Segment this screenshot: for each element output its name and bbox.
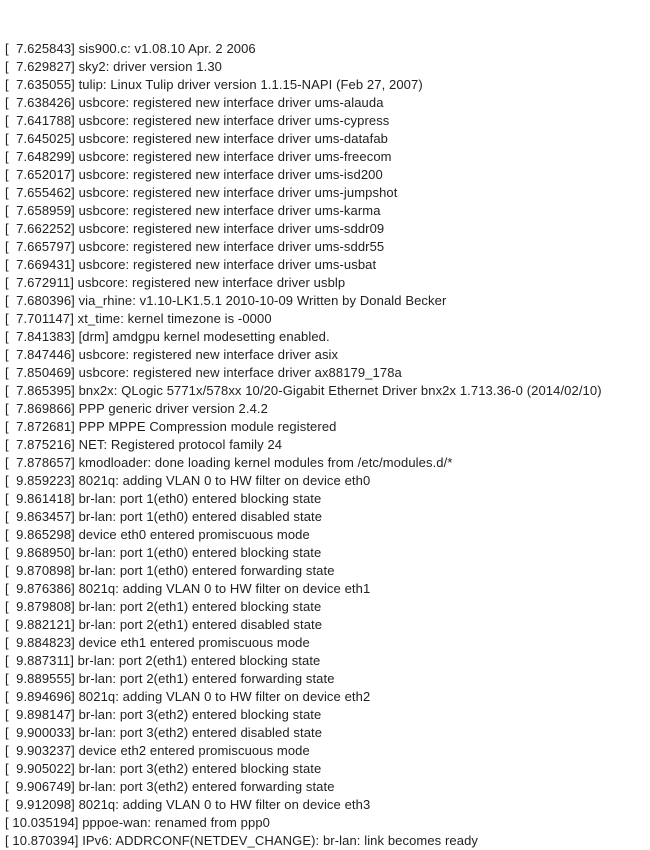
log-line: [ 9.887311] br-lan: port 2(eth1) entered blocking state bbox=[5, 653, 321, 668]
log-line: [ 7.665797] usbcore: registered new interface driver ums-sddr55 bbox=[5, 239, 385, 254]
log-line: [ 7.872681] PPP MPPE Compression module registered bbox=[5, 419, 337, 434]
log-line: [ 7.850469] usbcore: registered new interface driver ax88179_178a bbox=[5, 365, 402, 380]
log-line: [ 7.672911] usbcore: registered new interface driver usblp bbox=[5, 275, 346, 290]
log-line: [ 7.625843] sis900.c: v1.08.10 Apr. 2 2006 bbox=[5, 41, 256, 56]
log-line: [ 10.035194] pppoe-wan: renamed from ppp0 bbox=[5, 815, 271, 830]
log-line: [ 7.875216] NET: Registered protocol family 24 bbox=[5, 437, 283, 452]
log-line: [ 7.701147] xt_time: kernel timezone is -0000 bbox=[5, 311, 272, 326]
log-line: [ 9.870898] br-lan: port 1(eth0) entered forwarding state bbox=[5, 563, 335, 578]
log-line: [ 7.638426] usbcore: registered new interface driver ums-alauda bbox=[5, 95, 384, 110]
log-line: [ 7.878657] kmodloader: done loading kernel modules from /etc/modules.d/* bbox=[5, 455, 453, 470]
log-line: [ 9.889555] br-lan: port 2(eth1) entered forwarding state bbox=[5, 671, 335, 686]
log-line: [ 7.841383] [drm] amdgpu kernel modesetting enabled. bbox=[5, 329, 330, 344]
log-line: [ 7.652017] usbcore: registered new interface driver ums-isd200 bbox=[5, 167, 383, 182]
log-line: [ 9.859223] 8021q: adding VLAN 0 to HW filter on device eth0 bbox=[5, 473, 371, 488]
log-line: [ 9.894696] 8021q: adding VLAN 0 to HW filter on device eth2 bbox=[5, 689, 371, 704]
kernel-boot-log bbox=[5, 0, 602, 850]
log-line: [ 10.870394] IPv6: ADDRCONF(NETDEV_CHANGE): br-lan: link becomes ready bbox=[5, 833, 478, 848]
log-line: [ 7.648299] usbcore: registered new interface driver ums-freecom bbox=[5, 149, 392, 164]
log-line: [ 9.882121] br-lan: port 2(eth1) entered disabled state bbox=[5, 617, 323, 632]
log-line: [ 9.865298] device eth0 entered promiscuous mode bbox=[5, 527, 310, 542]
log-line: [ 7.635055] tulip: Linux Tulip driver version 1.1.15-NAPI (Feb 27, 2007) bbox=[5, 77, 423, 92]
log-line: [ 9.876386] 8021q: adding VLAN 0 to HW filter on device eth1 bbox=[5, 581, 371, 596]
log-line: [ 9.906749] br-lan: port 3(eth2) entered forwarding state bbox=[5, 779, 335, 794]
log-line: [ 9.912098] 8021q: adding VLAN 0 to HW filter on device eth3 bbox=[5, 797, 371, 812]
log-line: [ 7.869866] PPP generic driver version 2.4.2 bbox=[5, 401, 268, 416]
log-line: [ 7.655462] usbcore: registered new interface driver ums-jumpshot bbox=[5, 185, 398, 200]
log-line: [ 9.900033] br-lan: port 3(eth2) entered disabled state bbox=[5, 725, 323, 740]
log-line: [ 7.645025] usbcore: registered new interface driver ums-datafab bbox=[5, 131, 388, 146]
log-line: [ 9.884823] device eth1 entered promiscuous mode bbox=[5, 635, 310, 650]
log-line: [ 9.898147] br-lan: port 3(eth2) entered blocking state bbox=[5, 707, 322, 722]
log-line: [ 7.658959] usbcore: registered new interface driver ums-karma bbox=[5, 203, 381, 218]
log-line: [ 9.903237] device eth2 entered promiscuous mode bbox=[5, 743, 310, 758]
log-line: [ 7.865395] bnx2x: QLogic 5771x/578xx 10/20-Gigabit Ethernet Driver bnx2x 1.713.36-0 (2014/02/10) bbox=[5, 383, 602, 398]
log-line: [ 7.680396] via_rhine: v1.10-LK1.5.1 2010-10-09 Written by Donald Becker bbox=[5, 293, 447, 308]
log-line: [ 7.629827] sky2: driver version 1.30 bbox=[5, 59, 222, 74]
log-line: [ 7.662252] usbcore: registered new interface driver ums-sddr09 bbox=[5, 221, 385, 236]
log-line: [ 7.847446] usbcore: registered new interface driver asix bbox=[5, 347, 339, 362]
log-line: [ 9.868950] br-lan: port 1(eth0) entered blocking state bbox=[5, 545, 322, 560]
log-line: [ 9.861418] br-lan: port 1(eth0) entered blocking state bbox=[5, 491, 322, 506]
log-line: [ 7.641788] usbcore: registered new interface driver ums-cypress bbox=[5, 113, 390, 128]
log-line: [ 9.863457] br-lan: port 1(eth0) entered disabled state bbox=[5, 509, 323, 524]
log-line: [ 9.879808] br-lan: port 2(eth1) entered blocking state bbox=[5, 599, 322, 614]
log-line: [ 7.669431] usbcore: registered new interface driver ums-usbat bbox=[5, 257, 377, 272]
log-line: [ 9.905022] br-lan: port 3(eth2) entered blocking state bbox=[5, 761, 322, 776]
